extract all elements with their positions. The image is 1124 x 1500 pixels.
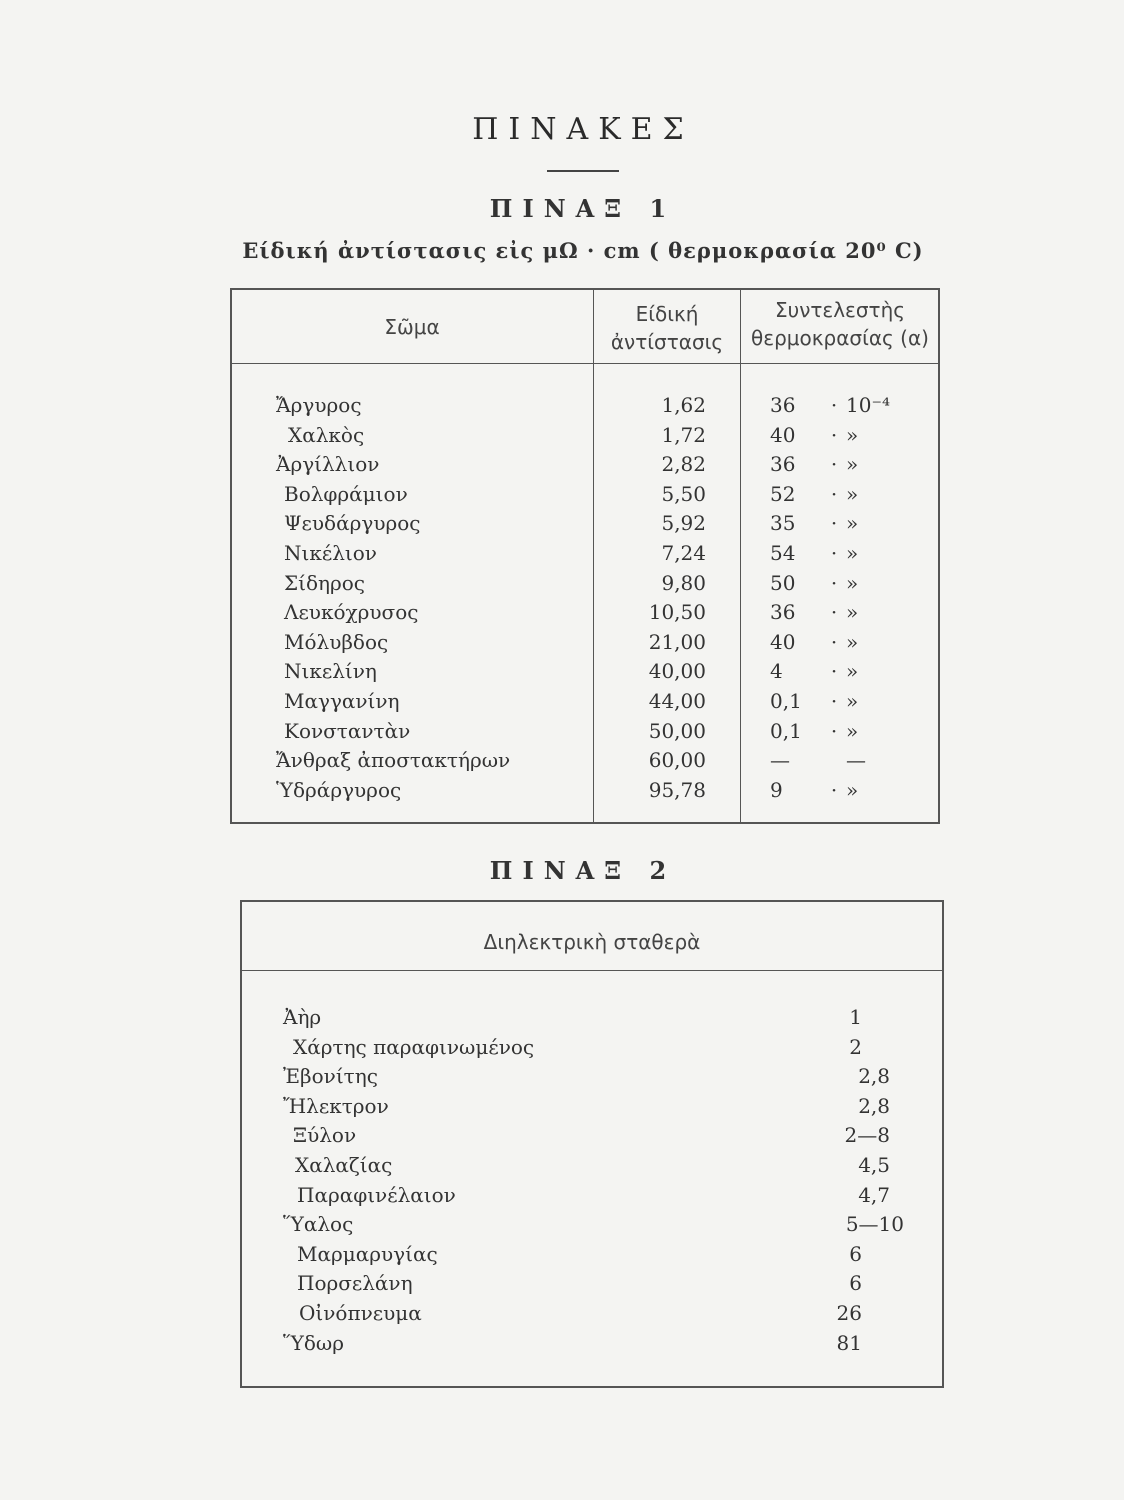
table-row-resistivity: 1,72 — [661, 422, 706, 447]
multiply-dot: · — [830, 600, 838, 625]
table-row-name: Μαγγανίνη — [284, 688, 400, 713]
table-row-name: Λευκόχρυσος — [284, 600, 419, 625]
table-row-name: Ψευδάργυρος — [284, 511, 421, 536]
table-row-resistivity: 21,00 — [648, 629, 706, 654]
table-row-name: Ὑδράργυρος — [276, 777, 402, 802]
table-row-resistivity: 50,00 — [648, 718, 706, 743]
table-row-value: 4,7 — [858, 1182, 890, 1207]
coefficient-multiplier: » — [846, 688, 859, 713]
coefficient-multiplier: » — [846, 570, 859, 595]
coefficient-value: 40 — [770, 422, 796, 447]
coefficient-multiplier: » — [846, 540, 859, 565]
table-row-coefficient — [770, 509, 920, 539]
table-row-resistivity: 40,00 — [648, 659, 706, 684]
multiply-dot: · — [830, 511, 838, 536]
table1-header-rule — [230, 363, 940, 364]
coefficient-value: 35 — [770, 511, 796, 536]
table-row-resistivity: 5,50 — [661, 481, 706, 506]
coefficient-value: 36 — [770, 393, 796, 417]
coefficient-value: 54 — [770, 540, 796, 565]
page-title: ΠΙΝΑΚΕΣ — [472, 112, 694, 147]
table-row-coefficient — [770, 628, 920, 658]
multiply-dot: · — [830, 540, 838, 565]
table-row-coefficient — [770, 450, 920, 480]
multiply-dot: · — [830, 422, 838, 447]
coefficient-value: 9 — [770, 777, 783, 802]
table-row-value: 2 — [849, 1034, 862, 1059]
table-row-name: Ἐβονίτης — [283, 1064, 378, 1089]
table-row-resistivity: 2,82 — [661, 452, 706, 477]
coefficient-multiplier: » — [846, 600, 859, 625]
table1-resistivity-column — [600, 391, 706, 805]
table2-names-column — [283, 1003, 633, 1358]
table-row-name: Βολφράμιον — [284, 481, 408, 506]
table-row-coefficient — [770, 480, 920, 510]
table1-header-resistivity-line1: Είδική — [635, 302, 699, 326]
table1-col-divider-1 — [593, 288, 594, 824]
table1-heading: ΠΙΝΑΞ 1 — [489, 194, 677, 223]
table-row-coefficient — [770, 539, 920, 569]
table-row-name: Σίδηρος — [284, 570, 366, 595]
table-row-name: Κονσταντὰν — [284, 718, 411, 743]
table-row-name: Ἄνθραξ ἀποστακτήρων — [276, 748, 511, 773]
table-row-name: Χάρτης παραφινωμένος — [293, 1034, 535, 1059]
table-row-value: 2—8 — [844, 1123, 890, 1148]
table-row-coefficient — [770, 598, 920, 628]
table-row-name: Χαλαζίας — [295, 1152, 393, 1177]
table-row-resistivity: 10,50 — [648, 600, 706, 625]
table1-names-column — [276, 391, 576, 805]
table1-header-resistivity-line2: ἀντίστασις — [610, 330, 724, 354]
table-row-coefficient — [770, 421, 920, 451]
table-row-resistivity: 44,00 — [648, 688, 706, 713]
table2-heading: ΠΙΝΑΞ 2 — [489, 856, 677, 885]
table-row-name: Νικελίνη — [284, 659, 377, 684]
table-row-value: 4,5 — [858, 1152, 890, 1177]
table-row-name: Παραφινέλαιον — [297, 1182, 456, 1207]
table-row-name: Ἄργυρος — [276, 393, 362, 417]
table-row-name: Νικέλιον — [284, 540, 377, 565]
table-row-value: 26 — [836, 1300, 862, 1325]
table-row-coefficient — [770, 746, 920, 776]
table-row-name: Χαλκὸς — [288, 422, 365, 447]
table-row-value: 5—10 — [845, 1212, 904, 1237]
table-row-resistivity: 5,92 — [661, 511, 706, 536]
table1-header-coefficient-line1: Συντελεστὴς — [774, 298, 905, 322]
table1-col-divider-2 — [740, 288, 741, 824]
coefficient-multiplier: » — [846, 422, 859, 447]
table-row-value: 6 — [849, 1271, 862, 1296]
table1-header-body: Σῶμα — [384, 315, 440, 339]
table-row-value: 81 — [836, 1330, 862, 1355]
title-divider — [547, 170, 619, 172]
table1-coefficient-column — [770, 391, 920, 805]
table1-header-coefficient-line2: θερμοκρασίας (α) — [751, 326, 929, 350]
table-row-value: 1 — [849, 1005, 862, 1029]
table1-caption: Είδική ἀντίστασις εἰς μΩ · cm ( θερμοκρασία 20⁰ C) — [242, 238, 924, 263]
table1-header-coefficient — [742, 296, 938, 352]
coefficient-multiplier: » — [846, 718, 859, 743]
table-row-name: Μόλυβδος — [284, 629, 389, 654]
table-row-resistivity: 7,24 — [661, 540, 706, 565]
table-row-name: Ἀργίλλιον — [276, 452, 380, 477]
table-row-value: 2,8 — [858, 1093, 890, 1118]
multiply-dot: · — [830, 659, 838, 684]
coefficient-value: 36 — [770, 452, 796, 477]
table-row-name: Ξύλον — [293, 1123, 357, 1148]
multiply-dot: · — [830, 393, 838, 417]
table-row-coefficient — [770, 776, 920, 806]
table-row-resistivity: 9,80 — [661, 570, 706, 595]
table-row-name: Μαρμαρυγίας — [297, 1241, 438, 1266]
table-row-resistivity: 95,78 — [648, 777, 706, 802]
coefficient-value: 4 — [770, 659, 783, 684]
coefficient-multiplier: » — [846, 629, 859, 654]
coefficient-multiplier: » — [846, 777, 859, 802]
table-row-name: Ὕδωρ — [283, 1330, 344, 1355]
coefficient-value: 52 — [770, 481, 796, 506]
multiply-dot: · — [830, 688, 838, 713]
coefficient-value: 50 — [770, 570, 796, 595]
multiply-dot: · — [830, 777, 838, 802]
coefficient-value: 0,1 — [770, 688, 802, 713]
coefficient-value: 0,1 — [770, 718, 802, 743]
multiply-dot: · — [830, 570, 838, 595]
multiply-dot: · — [830, 629, 838, 654]
table1-header-resistivity — [595, 300, 739, 356]
coefficient-value: 36 — [770, 600, 796, 625]
table-row-resistivity: 1,62 — [661, 393, 706, 417]
table2-values-column — [760, 1003, 904, 1358]
table-row-coefficient — [770, 717, 920, 747]
coefficient-multiplier: » — [846, 452, 859, 477]
multiply-dot: · — [830, 452, 838, 477]
table-row-coefficient — [770, 569, 920, 599]
table2-header-rule — [240, 970, 944, 971]
multiply-dot: · — [830, 481, 838, 506]
table-row-coefficient — [770, 657, 920, 687]
coefficient-value: 40 — [770, 629, 796, 654]
coefficient-multiplier: — — [846, 748, 866, 773]
table-row-name: Πορσελάνη — [297, 1271, 413, 1296]
table-row-name: Ἤλεκτρον — [283, 1093, 389, 1118]
table-row-name: Ὕαλος — [283, 1212, 354, 1237]
coefficient-multiplier: » — [846, 511, 859, 536]
table-row-value: 2,8 — [858, 1064, 890, 1089]
coefficient-multiplier: » — [846, 481, 859, 506]
multiply-dot: · — [830, 718, 838, 743]
coefficient-multiplier: » — [846, 659, 859, 684]
coefficient-multiplier: 10⁻⁴ — [846, 393, 891, 417]
table-row-name: Οἰνόπνευμα — [299, 1300, 422, 1325]
table-row-coefficient — [770, 391, 920, 421]
table-row-name: Ἀὴρ — [283, 1005, 322, 1029]
table-row-coefficient — [770, 687, 920, 717]
table-row-resistivity: 60,00 — [648, 748, 706, 773]
multiply-dot — [822, 746, 846, 776]
table2-header: Διηλεκτρικὴ σταθερὰ — [483, 930, 701, 954]
coefficient-value: — — [770, 748, 790, 773]
table-row-value: 6 — [849, 1241, 862, 1266]
